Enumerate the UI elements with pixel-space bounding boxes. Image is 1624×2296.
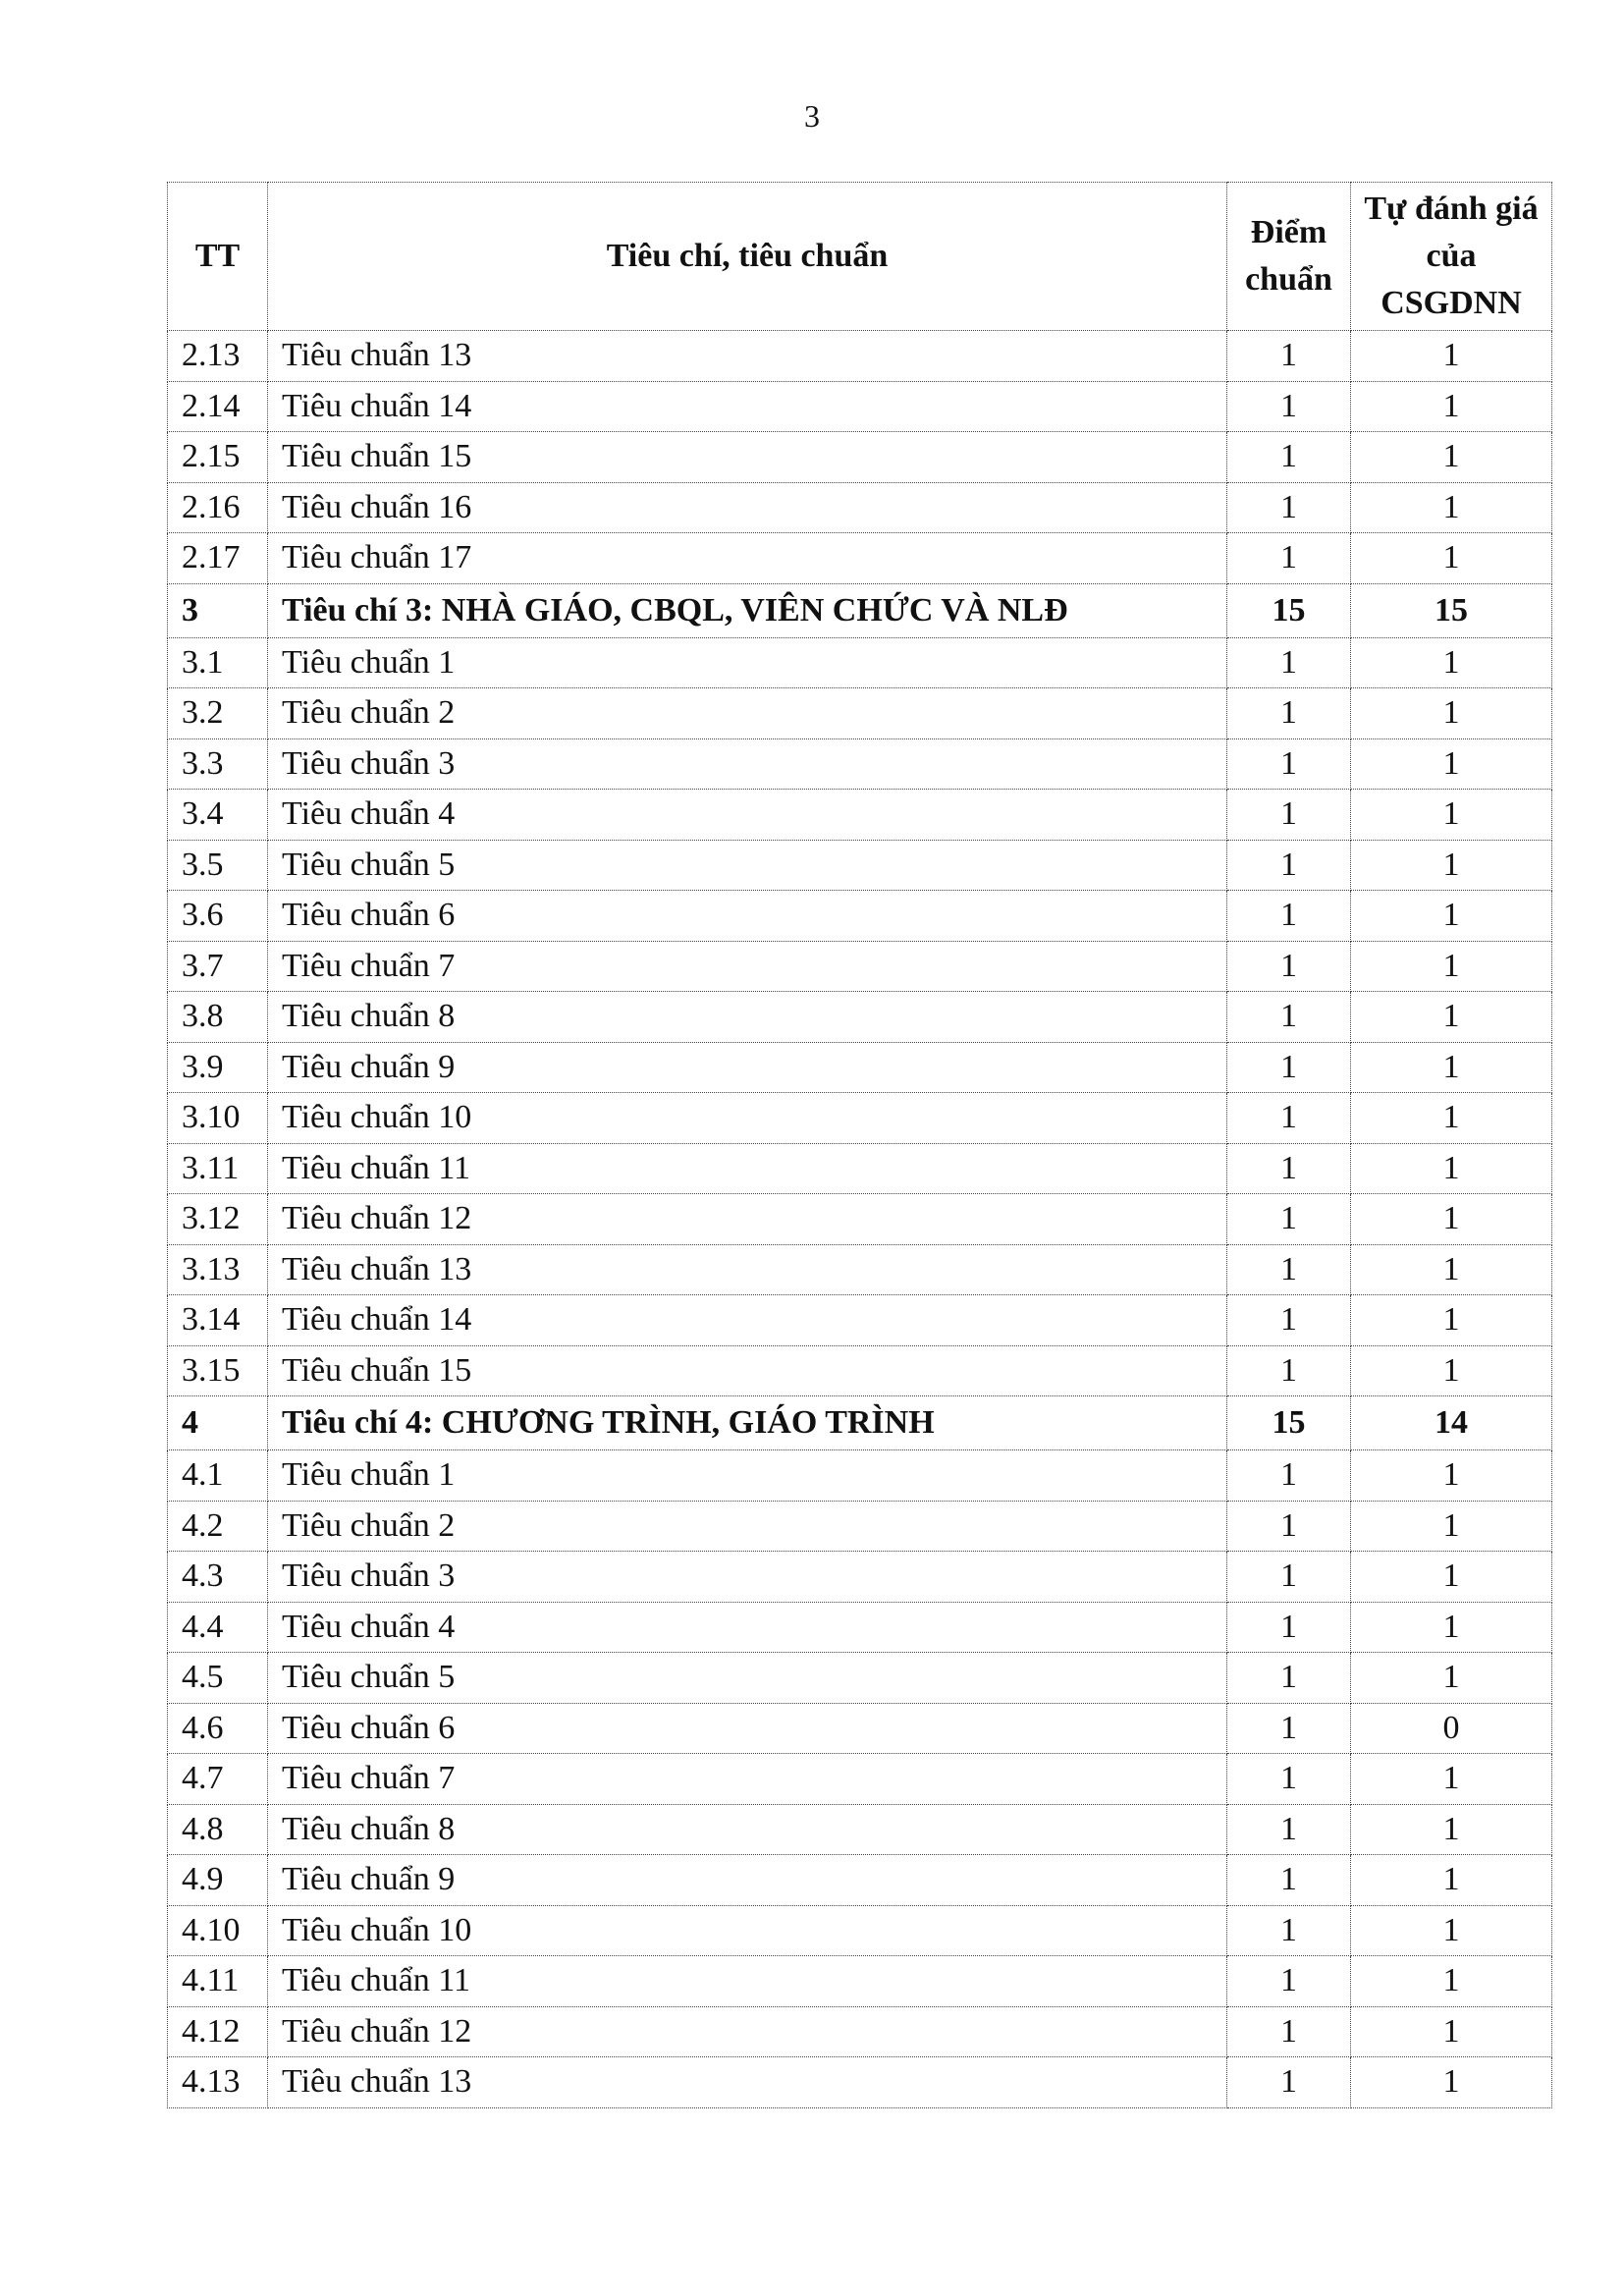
- row-tt: 3.12: [168, 1194, 268, 1245]
- row-self-assessment: 1: [1351, 637, 1552, 688]
- row-self-assessment: 1: [1351, 2006, 1552, 2057]
- row-name: Tiêu chuẩn 8: [268, 1804, 1227, 1855]
- row-benchmark: 1: [1227, 1653, 1351, 1704]
- row-self-assessment: 1: [1351, 432, 1552, 483]
- row-self-assessment: 1: [1351, 1093, 1552, 1144]
- row-name: Tiêu chí 4: CHƯƠNG TRÌNH, GIÁO TRÌNH: [268, 1396, 1227, 1450]
- row-name: Tiêu chuẩn 7: [268, 941, 1227, 992]
- row-tt: 3.7: [168, 941, 268, 992]
- row-name: Tiêu chuẩn 5: [268, 840, 1227, 891]
- row-tt: 4.2: [168, 1501, 268, 1552]
- row-self-assessment: 15: [1351, 583, 1552, 637]
- table-row: [168, 840, 1552, 891]
- row-benchmark: 1: [1227, 1244, 1351, 1295]
- table-row: [168, 1093, 1552, 1144]
- row-benchmark: 1: [1227, 482, 1351, 533]
- row-benchmark: 1: [1227, 1143, 1351, 1194]
- table-row: [168, 992, 1552, 1043]
- table-row: [168, 1501, 1552, 1552]
- row-name: Tiêu chuẩn 9: [268, 1855, 1227, 1906]
- row-tt: 3.3: [168, 738, 268, 790]
- row-tt: 4.3: [168, 1552, 268, 1603]
- row-benchmark: 1: [1227, 1295, 1351, 1346]
- row-name: Tiêu chuẩn 4: [268, 1602, 1227, 1653]
- row-benchmark: 1: [1227, 1450, 1351, 1502]
- row-name: Tiêu chuẩn 13: [268, 331, 1227, 382]
- row-self-assessment: 1: [1351, 1501, 1552, 1552]
- table-row: [168, 1345, 1552, 1396]
- row-tt: 4.1: [168, 1450, 268, 1502]
- table-row: [168, 1295, 1552, 1346]
- row-self-assessment: 1: [1351, 891, 1552, 942]
- table-row: [168, 381, 1552, 432]
- row-self-assessment: 1: [1351, 1855, 1552, 1906]
- table-row: [168, 637, 1552, 688]
- row-benchmark: 1: [1227, 1804, 1351, 1855]
- row-name: Tiêu chuẩn 14: [268, 381, 1227, 432]
- table-row: [168, 1194, 1552, 1245]
- row-tt: 3.10: [168, 1093, 268, 1144]
- table-row: [168, 432, 1552, 483]
- row-tt: 3.1: [168, 637, 268, 688]
- row-self-assessment: 1: [1351, 738, 1552, 790]
- row-self-assessment: 1: [1351, 688, 1552, 739]
- row-name: Tiêu chuẩn 7: [268, 1754, 1227, 1805]
- row-self-assessment: 1: [1351, 1042, 1552, 1093]
- row-name: Tiêu chuẩn 8: [268, 992, 1227, 1043]
- row-name: Tiêu chuẩn 12: [268, 1194, 1227, 1245]
- row-benchmark: 1: [1227, 790, 1351, 841]
- row-name: Tiêu chuẩn 5: [268, 1653, 1227, 1704]
- row-name: Tiêu chuẩn 3: [268, 738, 1227, 790]
- row-self-assessment: 1: [1351, 941, 1552, 992]
- row-benchmark: 1: [1227, 1602, 1351, 1653]
- row-benchmark: 1: [1227, 381, 1351, 432]
- row-self-assessment: 1: [1351, 992, 1552, 1043]
- table-row: [168, 1855, 1552, 1906]
- row-self-assessment: 1: [1351, 2057, 1552, 2108]
- row-benchmark: 1: [1227, 1345, 1351, 1396]
- row-name: Tiêu chuẩn 1: [268, 1450, 1227, 1502]
- table-row: [168, 1602, 1552, 1653]
- table-row: [168, 482, 1552, 533]
- row-self-assessment: 1: [1351, 533, 1552, 584]
- row-name: Tiêu chuẩn 2: [268, 688, 1227, 739]
- row-benchmark: 1: [1227, 891, 1351, 942]
- row-tt: 3.13: [168, 1244, 268, 1295]
- row-self-assessment: 1: [1351, 790, 1552, 841]
- row-tt: 3.2: [168, 688, 268, 739]
- row-tt: 3.15: [168, 1345, 268, 1396]
- row-benchmark: 1: [1227, 1501, 1351, 1552]
- header-benchmark: Điểm chuẩn: [1227, 183, 1351, 331]
- row-tt: 2.14: [168, 381, 268, 432]
- row-tt: 4.11: [168, 1956, 268, 2007]
- row-self-assessment: 1: [1351, 1905, 1552, 1956]
- table-row: [168, 1244, 1552, 1295]
- row-self-assessment: 0: [1351, 1703, 1552, 1754]
- row-tt: 4.10: [168, 1905, 268, 1956]
- row-benchmark: 1: [1227, 2006, 1351, 2057]
- table-row: [168, 2006, 1552, 2057]
- row-name: Tiêu chuẩn 11: [268, 1143, 1227, 1194]
- row-name: Tiêu chuẩn 6: [268, 891, 1227, 942]
- row-self-assessment: 1: [1351, 1143, 1552, 1194]
- row-name: Tiêu chuẩn 15: [268, 1345, 1227, 1396]
- row-tt: 4.9: [168, 1855, 268, 1906]
- row-name: Tiêu chuẩn 16: [268, 482, 1227, 533]
- row-benchmark: 1: [1227, 992, 1351, 1043]
- table-row: [168, 1042, 1552, 1093]
- table-row: [168, 533, 1552, 584]
- row-benchmark: 1: [1227, 1552, 1351, 1603]
- row-tt: 3: [168, 583, 268, 637]
- row-self-assessment: 1: [1351, 840, 1552, 891]
- row-name: Tiêu chuẩn 12: [268, 2006, 1227, 2057]
- row-name: Tiêu chuẩn 14: [268, 1295, 1227, 1346]
- row-self-assessment: 1: [1351, 1552, 1552, 1603]
- row-self-assessment: 1: [1351, 331, 1552, 382]
- row-self-assessment: 1: [1351, 1602, 1552, 1653]
- table-row: [168, 1956, 1552, 2007]
- row-tt: 4.13: [168, 2057, 268, 2108]
- table-row: [168, 1905, 1552, 1956]
- row-tt: 3.11: [168, 1143, 268, 1194]
- row-benchmark: 1: [1227, 533, 1351, 584]
- row-tt: 3.5: [168, 840, 268, 891]
- row-name: Tiêu chuẩn 11: [268, 1956, 1227, 2007]
- row-benchmark: 1: [1227, 688, 1351, 739]
- row-name: Tiêu chuẩn 1: [268, 637, 1227, 688]
- row-self-assessment: 1: [1351, 1653, 1552, 1704]
- table-row: [168, 1804, 1552, 1855]
- row-benchmark: 15: [1227, 1396, 1351, 1450]
- header-criteria: Tiêu chí, tiêu chuẩn: [268, 183, 1227, 331]
- row-tt: 3.14: [168, 1295, 268, 1346]
- row-benchmark: 1: [1227, 1194, 1351, 1245]
- table-row: [168, 1653, 1552, 1704]
- table-row: [168, 941, 1552, 992]
- table-row: [168, 738, 1552, 790]
- row-benchmark: 1: [1227, 1905, 1351, 1956]
- row-tt: 2.13: [168, 331, 268, 382]
- row-name: Tiêu chuẩn 15: [268, 432, 1227, 483]
- row-benchmark: 1: [1227, 637, 1351, 688]
- row-benchmark: 1: [1227, 738, 1351, 790]
- row-benchmark: 1: [1227, 1093, 1351, 1144]
- row-self-assessment: 14: [1351, 1396, 1552, 1450]
- table-row: [168, 790, 1552, 841]
- row-self-assessment: 1: [1351, 381, 1552, 432]
- row-self-assessment: 1: [1351, 1345, 1552, 1396]
- header-tt: TT: [168, 183, 268, 331]
- row-tt: 3.6: [168, 891, 268, 942]
- row-name: Tiêu chuẩn 10: [268, 1905, 1227, 1956]
- row-benchmark: 1: [1227, 941, 1351, 992]
- row-name: Tiêu chuẩn 2: [268, 1501, 1227, 1552]
- table-row: [168, 1450, 1552, 1502]
- row-benchmark: 1: [1227, 1754, 1351, 1805]
- row-benchmark: 15: [1227, 583, 1351, 637]
- criterion-row: [168, 1396, 1552, 1450]
- row-name: Tiêu chuẩn 9: [268, 1042, 1227, 1093]
- row-tt: 4.4: [168, 1602, 268, 1653]
- row-tt: 4.7: [168, 1754, 268, 1805]
- row-benchmark: 1: [1227, 1042, 1351, 1093]
- row-tt: 3.4: [168, 790, 268, 841]
- row-self-assessment: 1: [1351, 1956, 1552, 2007]
- row-tt: 2.16: [168, 482, 268, 533]
- table-body: [168, 331, 1552, 2108]
- row-name: Tiêu chí 3: NHÀ GIÁO, CBQL, VIÊN CHỨC VÀ NLĐ: [268, 583, 1227, 637]
- page-number: 3: [804, 98, 820, 134]
- row-tt: 3.8: [168, 992, 268, 1043]
- row-name: Tiêu chuẩn 13: [268, 2057, 1227, 2108]
- row-tt: 4.12: [168, 2006, 268, 2057]
- table-row: [168, 331, 1552, 382]
- row-self-assessment: 1: [1351, 1804, 1552, 1855]
- row-name: Tiêu chuẩn 17: [268, 533, 1227, 584]
- table-row: [168, 891, 1552, 942]
- row-tt: 3.9: [168, 1042, 268, 1093]
- row-name: Tiêu chuẩn 10: [268, 1093, 1227, 1144]
- table-row: [168, 2057, 1552, 2108]
- row-benchmark: 1: [1227, 432, 1351, 483]
- score-table: [167, 182, 1552, 2108]
- table-row: [168, 1703, 1552, 1754]
- criterion-row: [168, 583, 1552, 637]
- table-row: [168, 688, 1552, 739]
- row-name: Tiêu chuẩn 13: [268, 1244, 1227, 1295]
- row-name: Tiêu chuẩn 4: [268, 790, 1227, 841]
- row-benchmark: 1: [1227, 1855, 1351, 1906]
- row-benchmark: 1: [1227, 2057, 1351, 2108]
- row-self-assessment: 1: [1351, 1450, 1552, 1502]
- header-self-assessment: Tự đánh giá của CSGDNN: [1351, 183, 1552, 331]
- table-header-row: [168, 183, 1552, 331]
- row-benchmark: 1: [1227, 840, 1351, 891]
- row-name: Tiêu chuẩn 6: [268, 1703, 1227, 1754]
- table-row: [168, 1552, 1552, 1603]
- row-benchmark: 1: [1227, 1956, 1351, 2007]
- row-tt: 4.6: [168, 1703, 268, 1754]
- table-row: [168, 1143, 1552, 1194]
- row-name: Tiêu chuẩn 3: [268, 1552, 1227, 1603]
- table-row: [168, 1754, 1552, 1805]
- row-benchmark: 1: [1227, 331, 1351, 382]
- row-benchmark: 1: [1227, 1703, 1351, 1754]
- row-tt: 4.8: [168, 1804, 268, 1855]
- row-self-assessment: 1: [1351, 1194, 1552, 1245]
- row-self-assessment: 1: [1351, 1754, 1552, 1805]
- row-tt: 2.15: [168, 432, 268, 483]
- row-tt: 4: [168, 1396, 268, 1450]
- row-self-assessment: 1: [1351, 1244, 1552, 1295]
- row-self-assessment: 1: [1351, 482, 1552, 533]
- row-tt: 4.5: [168, 1653, 268, 1704]
- row-self-assessment: 1: [1351, 1295, 1552, 1346]
- row-tt: 2.17: [168, 533, 268, 584]
